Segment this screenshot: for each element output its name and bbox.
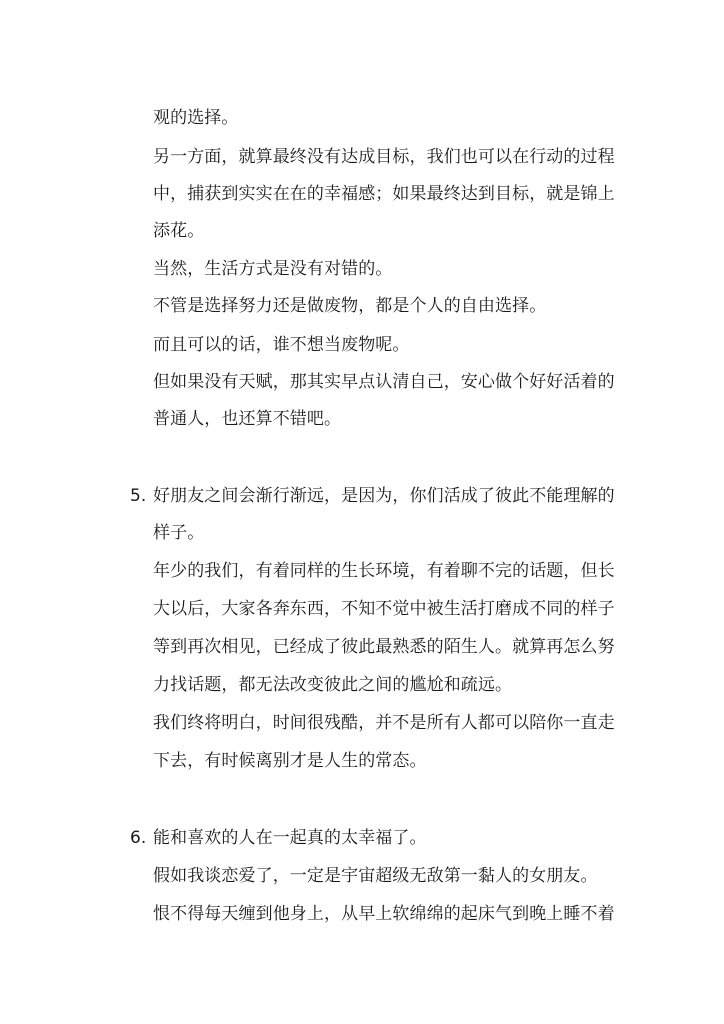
text-line: 下去，有时候离别才是人生的常态。 bbox=[153, 751, 427, 771]
text-line: 力找话题，都无法改变彼此之间的尴尬和疏远。 bbox=[153, 675, 513, 695]
text-line: 大以后，大家各奔东西，不知不觉中被生活打磨成不同的样子 bbox=[153, 599, 615, 619]
text-line: 不管是选择努力还是做废物，都是个人的自由选择。 bbox=[153, 296, 547, 316]
text-line: 能和喜欢的人在一起真的太幸福了。 bbox=[153, 828, 427, 848]
list-number: 6. bbox=[130, 828, 147, 848]
text-line: 等到再次相见，已经成了彼此最熟悉的陌生人。就算再怎么努 bbox=[153, 637, 615, 657]
text-line: 而且可以的话，谁不想当废物呢。 bbox=[153, 335, 410, 355]
text-line: 普通人，也还算不错吧。 bbox=[153, 409, 342, 429]
text-line: 中，捕获到实实在在的幸福感；如果最终达到目标，就是锦上 bbox=[153, 184, 615, 204]
text-line: 另一方面，就算最终没有达成目标，我们也可以在行动的过程 bbox=[153, 147, 615, 167]
text-line: 当然，生活方式是没有对错的。 bbox=[153, 259, 393, 279]
text-line: 年少的我们，有着同样的生长环境，有着聊不完的话题，但长 bbox=[153, 561, 615, 581]
text-line: 我们终将明白，时间很残酷，并不是所有人都可以陪你一直走 bbox=[153, 713, 615, 733]
text-line: 样子。 bbox=[153, 523, 205, 543]
list-number: 5. bbox=[130, 486, 147, 506]
text-line: 添花。 bbox=[153, 221, 205, 241]
text-line: 但如果没有天赋，那其实早点认清自己，安心做个好好活着的 bbox=[153, 372, 615, 392]
text-line: 恨不得每天缠到他身上，从早上软绵绵的起床气到晚上睡不着 bbox=[153, 904, 615, 924]
text-line: 好朋友之间会渐行渐远，是因为，你们活成了彼此不能理解的 bbox=[153, 486, 615, 506]
text-line: 假如我谈恋爱了，一定是宇宙超级无敌第一黏人的女朋友。 bbox=[153, 866, 598, 886]
text-line: 观的选择。 bbox=[153, 108, 239, 128]
